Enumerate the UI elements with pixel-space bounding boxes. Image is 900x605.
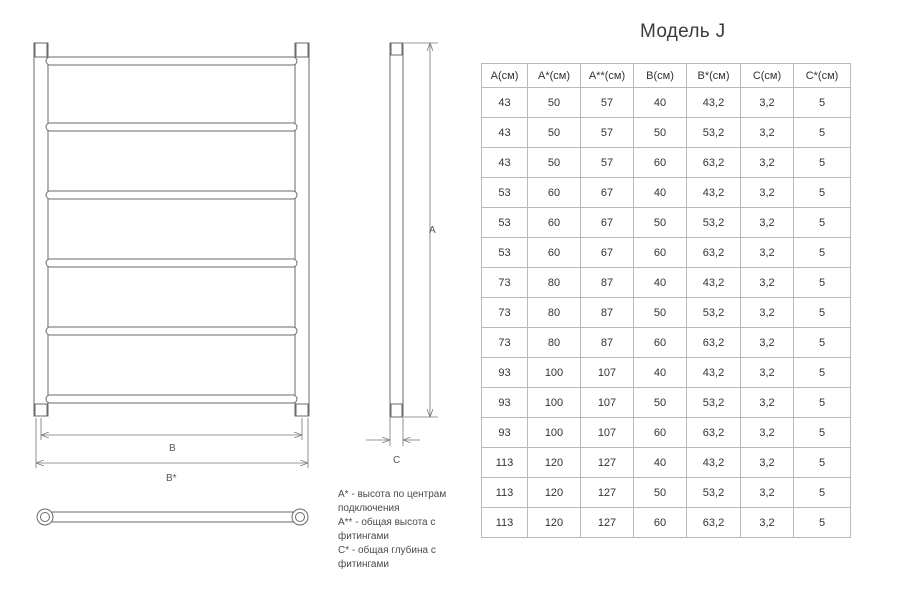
table-cell: 5 bbox=[794, 88, 851, 118]
table-cell: 53,2 bbox=[687, 388, 741, 418]
left-post-bottom-cap bbox=[35, 404, 47, 416]
table-cell: 3,2 bbox=[741, 178, 794, 208]
table-cell: 73 bbox=[482, 268, 528, 298]
table-cell: 40 bbox=[634, 358, 687, 388]
table-row bbox=[482, 478, 851, 508]
front-view bbox=[34, 43, 309, 416]
table-cell: 127 bbox=[581, 508, 634, 538]
table-cell: 127 bbox=[581, 478, 634, 508]
table-cell: 3,2 bbox=[741, 418, 794, 448]
table-cell: 63,2 bbox=[687, 148, 741, 178]
table-cell: 60 bbox=[634, 148, 687, 178]
table-cell: 60 bbox=[634, 418, 687, 448]
table-cell: 93 bbox=[482, 418, 528, 448]
right-post bbox=[295, 43, 309, 416]
table-cell: 63,2 bbox=[687, 238, 741, 268]
table-cell: 50 bbox=[634, 208, 687, 238]
table-cell: 50 bbox=[528, 148, 581, 178]
table-cell: 43 bbox=[482, 88, 528, 118]
left-post bbox=[34, 43, 48, 416]
table-row bbox=[482, 328, 851, 358]
table-cell: 120 bbox=[528, 478, 581, 508]
table-row bbox=[482, 118, 851, 148]
table-cell: 100 bbox=[528, 418, 581, 448]
column-header: A(см) bbox=[482, 64, 528, 88]
table-cell: 100 bbox=[528, 388, 581, 418]
table-cell: 63,2 bbox=[687, 328, 741, 358]
table-cell: 100 bbox=[528, 358, 581, 388]
table-cell: 60 bbox=[634, 328, 687, 358]
dimension-label-b: B bbox=[169, 443, 176, 454]
table-cell: 43,2 bbox=[687, 178, 741, 208]
table-cell: 73 bbox=[482, 298, 528, 328]
dimension-label-a: A bbox=[429, 225, 436, 236]
table-cell: 43,2 bbox=[687, 268, 741, 298]
legend-line: C* - общая глубина с bbox=[338, 545, 436, 556]
model-title: Модель J bbox=[640, 21, 726, 42]
table-cell: 5 bbox=[794, 268, 851, 298]
table-row bbox=[482, 88, 851, 118]
rung bbox=[46, 191, 297, 199]
table-cell: 50 bbox=[528, 88, 581, 118]
table-row bbox=[482, 298, 851, 328]
right-post-top-cap bbox=[296, 43, 308, 57]
table-cell: 53,2 bbox=[687, 118, 741, 148]
table-cell: 5 bbox=[794, 118, 851, 148]
dimension-label-b-total: B* bbox=[166, 473, 177, 484]
table-cell: 40 bbox=[634, 88, 687, 118]
spec-table bbox=[481, 63, 851, 538]
table-cell: 5 bbox=[794, 328, 851, 358]
table-row bbox=[482, 268, 851, 298]
table-cell: 73 bbox=[482, 328, 528, 358]
column-header: B*(см) bbox=[687, 64, 741, 88]
table-cell: 43,2 bbox=[687, 448, 741, 478]
table-cell: 53 bbox=[482, 208, 528, 238]
table-cell: 5 bbox=[794, 448, 851, 478]
table-cell: 50 bbox=[634, 298, 687, 328]
table-cell: 50 bbox=[634, 388, 687, 418]
table-cell: 60 bbox=[528, 178, 581, 208]
table-cell: 50 bbox=[634, 478, 687, 508]
table-cell: 107 bbox=[581, 358, 634, 388]
table-cell: 40 bbox=[634, 178, 687, 208]
table-cell: 87 bbox=[581, 268, 634, 298]
legend-line: фитингами bbox=[338, 531, 389, 542]
table-cell: 3,2 bbox=[741, 328, 794, 358]
table-cell: 113 bbox=[482, 448, 528, 478]
table-cell: 5 bbox=[794, 418, 851, 448]
table-cell: 5 bbox=[794, 478, 851, 508]
right-post-bottom-cap bbox=[296, 404, 308, 416]
table-cell: 50 bbox=[634, 118, 687, 148]
legend-line: подключения bbox=[338, 503, 400, 514]
table-cell: 53,2 bbox=[687, 298, 741, 328]
table-cell: 3,2 bbox=[741, 448, 794, 478]
table-row bbox=[482, 238, 851, 268]
table-cell: 80 bbox=[528, 298, 581, 328]
table-cell: 63,2 bbox=[687, 508, 741, 538]
table-cell: 5 bbox=[794, 298, 851, 328]
column-header: B(см) bbox=[634, 64, 687, 88]
table-cell: 60 bbox=[634, 238, 687, 268]
table-cell: 40 bbox=[634, 268, 687, 298]
table-cell: 67 bbox=[581, 238, 634, 268]
table-cell: 3,2 bbox=[741, 148, 794, 178]
rung bbox=[46, 327, 297, 335]
table-header-row bbox=[482, 64, 851, 88]
table-cell: 43 bbox=[482, 118, 528, 148]
table-cell: 5 bbox=[794, 178, 851, 208]
table-row bbox=[482, 358, 851, 388]
column-header: C*(см) bbox=[794, 64, 851, 88]
table-cell: 5 bbox=[794, 238, 851, 268]
left-post-top-cap bbox=[35, 43, 47, 57]
table-cell: 3,2 bbox=[741, 508, 794, 538]
table-cell: 3,2 bbox=[741, 208, 794, 238]
table-cell: 63,2 bbox=[687, 418, 741, 448]
table-cell: 40 bbox=[634, 448, 687, 478]
table-cell: 87 bbox=[581, 328, 634, 358]
table-cell: 3,2 bbox=[741, 268, 794, 298]
table-cell: 80 bbox=[528, 268, 581, 298]
table-cell: 53 bbox=[482, 178, 528, 208]
rung bbox=[46, 259, 297, 267]
table-cell: 5 bbox=[794, 358, 851, 388]
table-row bbox=[482, 178, 851, 208]
top-view bbox=[37, 509, 308, 525]
legend bbox=[338, 488, 446, 572]
rung bbox=[46, 123, 297, 131]
table-cell: 5 bbox=[794, 508, 851, 538]
depth-dimension bbox=[366, 418, 420, 446]
table-cell: 80 bbox=[528, 328, 581, 358]
table-cell: 107 bbox=[581, 418, 634, 448]
table-row bbox=[482, 418, 851, 448]
table-cell: 5 bbox=[794, 148, 851, 178]
table-row bbox=[482, 508, 851, 538]
table-row bbox=[482, 148, 851, 178]
table-cell: 3,2 bbox=[741, 358, 794, 388]
table-cell: 43,2 bbox=[687, 358, 741, 388]
table-cell: 107 bbox=[581, 388, 634, 418]
table-cell: 5 bbox=[794, 208, 851, 238]
table-cell: 53 bbox=[482, 238, 528, 268]
table-cell: 3,2 bbox=[741, 118, 794, 148]
legend-line: A* - высота по центрам bbox=[338, 489, 447, 500]
table-cell: 53,2 bbox=[687, 478, 741, 508]
side-view bbox=[390, 43, 403, 417]
table-cell: 3,2 bbox=[741, 478, 794, 508]
table-cell: 87 bbox=[581, 298, 634, 328]
legend-line: A** - общая высота с bbox=[338, 517, 436, 528]
table-cell: 120 bbox=[528, 448, 581, 478]
table-cell: 3,2 bbox=[741, 88, 794, 118]
table-cell: 43 bbox=[482, 148, 528, 178]
dimension-label-c: C bbox=[393, 455, 401, 466]
table-cell: 60 bbox=[528, 238, 581, 268]
table-row bbox=[482, 208, 851, 238]
table-cell: 57 bbox=[581, 148, 634, 178]
side-post bbox=[390, 43, 403, 417]
column-header: A**(см) bbox=[581, 64, 634, 88]
table-body bbox=[482, 88, 851, 538]
rung bbox=[46, 57, 297, 65]
table-cell: 93 bbox=[482, 358, 528, 388]
table-cell: 113 bbox=[482, 478, 528, 508]
table-cell: 50 bbox=[528, 118, 581, 148]
table-cell: 3,2 bbox=[741, 238, 794, 268]
table-cell: 5 bbox=[794, 388, 851, 418]
table-cell: 93 bbox=[482, 388, 528, 418]
table-cell: 53,2 bbox=[687, 208, 741, 238]
table-cell: 3,2 bbox=[741, 298, 794, 328]
table-cell: 60 bbox=[528, 208, 581, 238]
table-cell: 3,2 bbox=[741, 388, 794, 418]
table-cell: 60 bbox=[634, 508, 687, 538]
table-cell: 120 bbox=[528, 508, 581, 538]
column-header: A*(см) bbox=[528, 64, 581, 88]
table-cell: 67 bbox=[581, 178, 634, 208]
table-cell: 57 bbox=[581, 88, 634, 118]
rung bbox=[46, 395, 297, 403]
table-row bbox=[482, 448, 851, 478]
column-header: C(см) bbox=[741, 64, 794, 88]
table-cell: 57 bbox=[581, 118, 634, 148]
table-cell: 43,2 bbox=[687, 88, 741, 118]
table-row bbox=[482, 388, 851, 418]
table-cell: 113 bbox=[482, 508, 528, 538]
table-cell: 67 bbox=[581, 208, 634, 238]
legend-line: фитингами bbox=[338, 559, 389, 570]
table-cell: 127 bbox=[581, 448, 634, 478]
